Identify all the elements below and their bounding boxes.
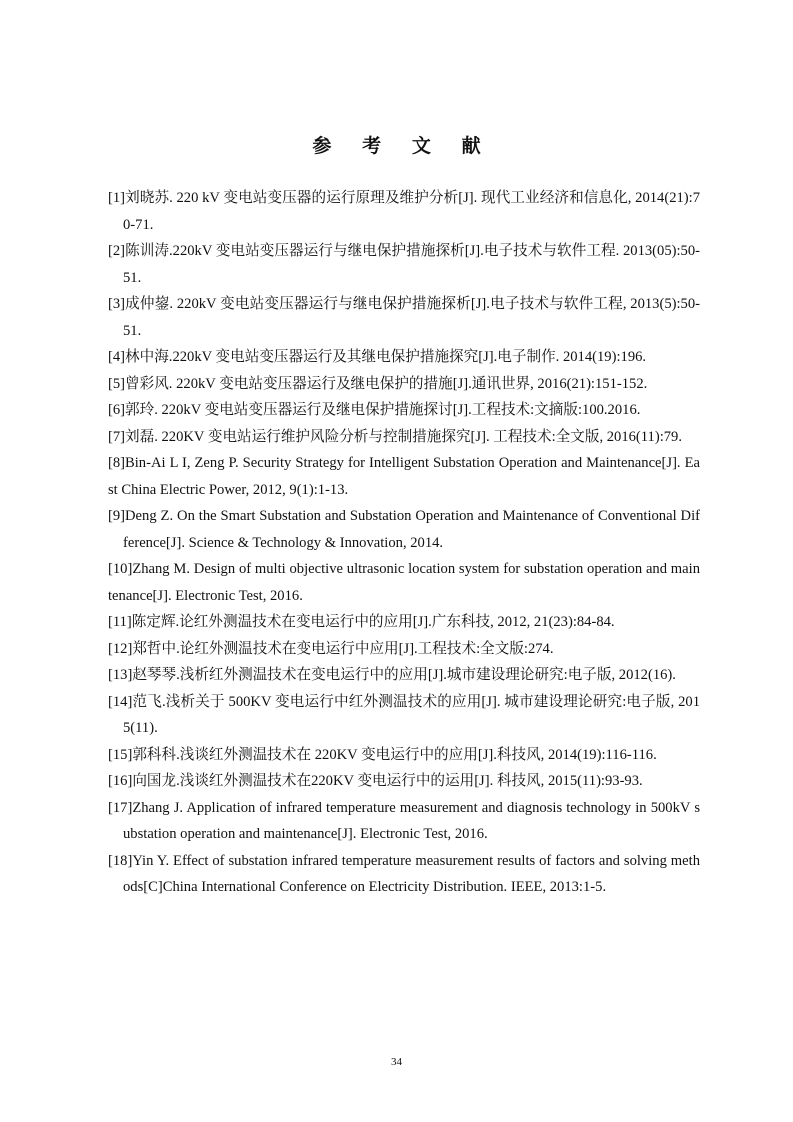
reference-item: [11]陈定辉.论红外测温技术在变电运行中的应用[J].广东科技, 2012, 21(23):84-84. [108,614,615,630]
reference-item: [1]刘晓苏. 220 kV 变电站变压器的运行原理及维护分析[J]. 现代工业经济和信息化, 2014(21):70-71. [108,190,700,233]
reference-item: [6]郭玲. 220kV 变电站变压器运行及继电保护措施探讨[J].工程技术:文摘版:100.2016. [108,402,641,418]
reference-item: [15]郭科科.浅谈红外测温技术在 220KV 变电运行中的应用[J].科技风, 2014(19):116-116. [108,746,657,763]
reference-item: [3]成仲鋆. 220kV 变电站变压器运行与继电保护措施探析[J].电子技术与软件工程, 2013(5):50-51. [108,296,700,339]
reference-item: [14]范飞.浅析关于 500KV 变电运行中红外测温技术的应用[J]. 城市建设理论研究:电子版, 2015(11). [108,693,700,736]
reference-item: [13]赵琴琴.浅析红外测温技术在变电运行中的应用[J].城市建设理论研究:电子版, 2012(16). [108,667,676,683]
reference-item: [9]Deng Z. On the Smart Substation and Substation Operation and Maintenance of Conventional Difference[J]. Science & Technology & Innovation, 2014. [108,508,700,551]
reference-item: [17]Zhang J. Application of infrared temperature measurement and diagnosis technology in 500kV substation operation and maintenance[J]. Electronic Test, 2016. [108,799,700,842]
reference-item: [4]林中海.220kV 变电站变压器运行及其继电保护措施探究[J].电子制作. 2014(19):196. [108,349,647,365]
reference-item: [10]Zhang M. Design of multi objective ultrasonic location system for substation operation and maintenance[J]. Electronic Test, 2016. [108,561,700,604]
reference-item: [18]Yin Y. Effect of substation infrared temperature measurement results of factors and solving methods[C]China International Conference on Electricity Distribution. IEEE, 2013:1-5. [108,852,700,895]
reference-item: [8]Bin-Ai L I, Zeng P. Security Strategy for Intelligent Substation Operation and Maintenance[J]. East China Electric Power, 2012, 9(1):1-13. [108,455,700,498]
page-number: 34 [391,1056,402,1068]
page-title: 参 考 文 献 [312,136,494,157]
reference-list [108,185,700,901]
reference-item: [5]曾彩风. 220kV 变电站变压器运行及继电保护的措施[J].通讯世界, 2016(21):151-152. [108,375,648,392]
reference-item: [12]郑哲中.论红外测温技术在变电运行中应用[J].工程技术:全文版:274. [108,640,554,657]
reference-item: [7]刘磊. 220KV 变电站运行维护风险分析与控制措施探究[J]. 工程技术:全文版, 2016(11):79. [108,428,683,445]
reference-item: [16]向国龙.浅谈红外测温技术在220KV 变电运行中的运用[J]. 科技风, 2015(11):93-93. [108,773,643,789]
reference-item: [2]陈训涛.220kV 变电站变压器运行与继电保护措施探析[J].电子技术与软件工程. 2013(05):50-51. [108,243,700,286]
